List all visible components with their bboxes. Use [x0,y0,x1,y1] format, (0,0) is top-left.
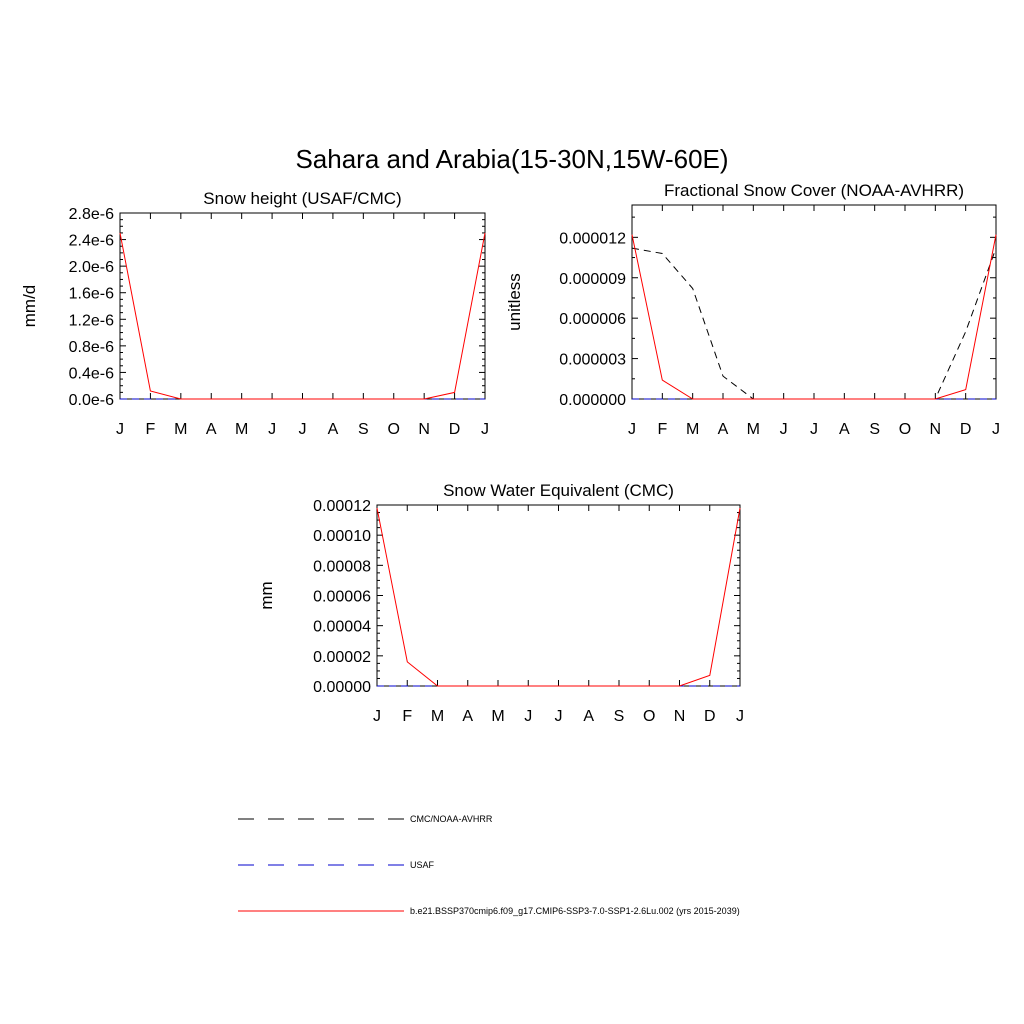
y-tick-label: 2.0e-6 [68,259,114,277]
y-tick-label: 2.8e-6 [68,206,114,223]
series-line-3 [632,235,996,399]
y-tick-label: 0.8e-6 [68,338,114,356]
legend-label: CMC/NOAA-AVHRR [410,814,493,824]
panel-title: Snow height (USAF/CMC) [203,189,402,208]
y-axis-label: mm/d [20,284,39,328]
y-axis-label: mm [257,581,276,610]
x-tick-label: J [992,421,1000,438]
plot-frame [377,505,740,686]
y-tick-label: 0.4e-6 [68,365,114,383]
x-tick-label: A [717,421,729,438]
x-tick-label: J [116,421,124,438]
x-tick-label: O [898,421,912,438]
x-tick-label: M [746,421,760,438]
x-tick-label: S [869,421,881,438]
x-tick-label: D [959,421,972,438]
x-tick-label: O [643,708,656,725]
x-tick-label: J [268,421,277,438]
y-tick-label: 0.000000 [559,392,626,409]
y-axis-label: unitless [505,273,524,331]
x-tick-label: S [613,708,625,725]
y-tick-label: 2.4e-6 [68,232,114,250]
y-tick-label: 1.2e-6 [68,312,114,330]
x-tick-label: A [205,421,217,438]
x-tick-label: M [491,708,505,725]
panel-title: Fractional Snow Cover (NOAA-AVHRR) [663,181,965,200]
legend-item-1 [238,814,493,824]
chart-panel-1 [20,189,489,438]
x-tick-label: F [145,421,156,438]
series-line-3 [377,508,740,686]
plot-frame [120,213,485,399]
x-tick-label: A [462,708,474,725]
y-tick-label: 0.00004 [313,618,371,636]
plot-frame [632,205,996,399]
x-tick-label: J [779,421,788,438]
x-tick-label: N [418,421,430,438]
chart-panel-2 [505,181,1000,438]
x-tick-label: D [448,421,461,438]
main-title: Sahara and Arabia(15-30N,15W-60E) [295,144,729,174]
y-tick-label: 0.000012 [559,230,626,248]
series-line-1 [632,248,996,399]
y-tick-label: 0.00012 [313,498,371,515]
x-tick-label: J [524,708,533,725]
panel-title: Snow Water Equivalent (CMC) [443,481,674,500]
legend-label: USAF [410,860,435,870]
y-tick-label: 0.00000 [313,679,371,696]
x-tick-label: J [736,708,744,725]
x-tick-label: O [387,421,400,438]
x-tick-label: F [402,708,413,725]
x-tick-label: D [703,708,716,725]
x-tick-label: F [657,421,668,438]
y-tick-label: 0.000009 [559,270,626,288]
x-tick-label: M [430,708,445,725]
y-tick-label: 0.000006 [559,311,626,329]
chart-panels [20,181,1000,725]
y-tick-label: 0.0e-6 [68,392,114,409]
x-tick-label: N [673,708,686,725]
x-tick-label: N [929,421,942,438]
y-tick-label: 0.00002 [313,648,371,666]
x-tick-label: A [838,421,850,438]
y-tick-label: 0.00006 [313,588,371,606]
series-line-3 [120,233,485,399]
x-tick-label: J [481,421,489,438]
x-tick-label: S [357,421,369,438]
x-tick-label: J [810,421,818,438]
legend-label: b.e21.BSSP370cmip6.f09_g17.CMIP6-SSP3-7.0-SSP1-2.6Lu.002 (yrs 2015-2039) [410,906,740,916]
x-tick-label: J [298,421,307,438]
x-tick-label: M [686,421,700,438]
chart-panel-3 [257,481,744,725]
x-tick-label: M [235,421,249,438]
x-tick-label: A [583,708,595,725]
legend-item-2 [238,860,435,870]
y-tick-label: 0.00008 [313,558,371,576]
legend-item-3 [238,906,740,916]
y-tick-label: 1.6e-6 [68,285,114,303]
y-tick-label: 0.000003 [559,351,626,369]
x-tick-label: J [554,708,563,725]
x-tick-label: J [628,421,636,438]
x-tick-label: J [373,708,381,725]
legend [238,814,740,916]
x-tick-label: M [174,421,188,438]
x-tick-label: A [327,421,339,438]
y-tick-label: 0.00010 [313,528,371,546]
